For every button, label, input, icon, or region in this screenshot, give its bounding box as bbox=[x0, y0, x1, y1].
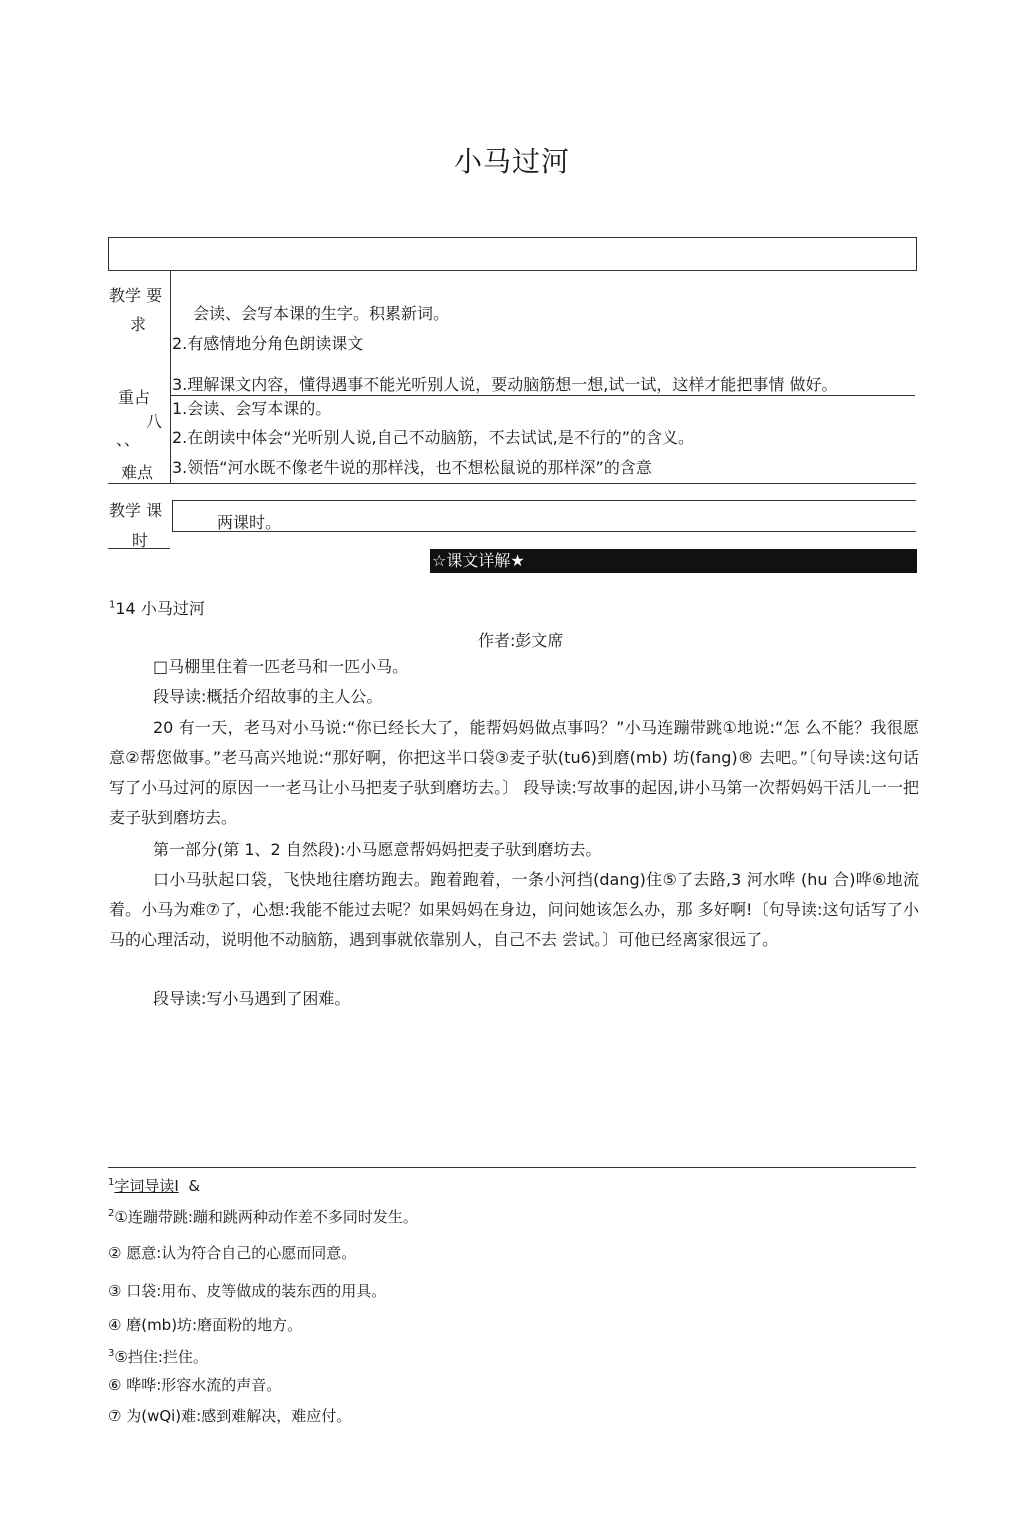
table-rule bbox=[108, 483, 916, 484]
paragraph-guide-text: 段导读:写小马遇到了困难。 bbox=[153, 989, 351, 1008]
footnote-text: ⑤挡住:拦住。 bbox=[114, 1348, 208, 1366]
objective-item: 3.理解课文内容，懂得遇事不能光听别人说，要动脑筋想一想,试一试，这样才能把事情 做好。 bbox=[172, 375, 838, 394]
footnote-ref: 1 bbox=[109, 599, 116, 611]
keypoints-label: 重占 bbox=[118, 388, 151, 407]
footnote-item bbox=[108, 1374, 281, 1395]
paragraph-guide bbox=[109, 682, 919, 712]
author-line: 作者:彭文席 bbox=[478, 631, 564, 650]
objective-item: 会读、会写本课的生字。积累新词。 bbox=[193, 304, 450, 323]
footnote-item bbox=[108, 1346, 208, 1367]
lesson-heading bbox=[109, 596, 205, 619]
footnote-mark: 1 bbox=[108, 1177, 115, 1188]
lesson-heading-text: 14 小马过河 bbox=[115, 599, 205, 618]
footnote-mark: 2 bbox=[108, 1208, 115, 1219]
table-rule bbox=[172, 500, 916, 501]
keypoints-label: 难点 bbox=[121, 463, 154, 482]
footnote-text: ③ 口袋:用布、皮等做成的装东西的用具。 bbox=[108, 1282, 387, 1300]
footnote-separator bbox=[108, 1167, 916, 1168]
keypoint-item: 1.会读、会写本课的。 bbox=[172, 399, 332, 418]
footnote-header-tail: & bbox=[188, 1177, 201, 1195]
hours-label: 时 bbox=[132, 531, 149, 550]
section-banner: ☆课文详解★ bbox=[430, 549, 917, 573]
objective-item: 2.有感情地分角色朗读课文 bbox=[172, 334, 364, 353]
paragraph-text: 第一部分(第 1、2 自然段):小马愿意帮妈妈把麦子驮到磨坊去。 bbox=[153, 840, 602, 859]
table-divider-vertical bbox=[170, 270, 171, 483]
footnote-header bbox=[108, 1175, 200, 1196]
paragraph-text: □马棚里住着一匹老马和一匹小马。 bbox=[153, 657, 409, 676]
footnote-text: ⑥ 哗哗:形容水流的声音。 bbox=[108, 1376, 282, 1394]
table-divider-vertical bbox=[172, 500, 173, 531]
paragraph-guide bbox=[109, 984, 919, 1014]
keypoints-label: 八 bbox=[146, 412, 163, 431]
footnote-header-text: 字词导读I bbox=[114, 1177, 179, 1195]
keypoints-label: 、、 bbox=[116, 430, 141, 449]
footnote-item bbox=[108, 1405, 351, 1426]
paragraph bbox=[109, 865, 919, 955]
paragraph bbox=[109, 652, 919, 682]
table-rule bbox=[172, 531, 916, 532]
footnote-text: ①连蹦带跳:蹦和跳两种动作差不多同时发生。 bbox=[114, 1208, 418, 1226]
footnote-item bbox=[108, 1206, 418, 1227]
keypoint-item: 2.在朗读中体会“光听别人说,自己不动脑筋，不去试试,是不行的”的含义。 bbox=[172, 428, 695, 447]
paragraph bbox=[109, 713, 919, 833]
footnote-text: ② 愿意:认为符合自己的心愿而同意。 bbox=[108, 1244, 357, 1262]
footnote-text: ⑦ 为(wQi)难:感到难解决，难应付。 bbox=[108, 1407, 352, 1425]
paragraph bbox=[109, 835, 919, 865]
footnote-item bbox=[108, 1242, 356, 1263]
objectives-label: 求 bbox=[130, 315, 147, 334]
objectives-label: 教学 要 bbox=[109, 286, 163, 305]
hours-label: 教学 课 bbox=[109, 501, 163, 520]
paragraph-guide-text: 段导读:概括介绍故事的主人公。 bbox=[153, 687, 383, 706]
paragraph-text: 口小马驮起口袋，飞快地往磨坊跑去。跑着跑着，一条小河挡(dang)住⑤了去路,3 河水哗 (hu 合)哗⑥地流着。小马为难⑦了，心想:我能不能过去呢？如果妈妈在身边，问问她该怎么办，那 多好啊!〔句导读:这句话写了小马的心理活动，说明他不动脑筋，遇到事就依靠别人，自己不去 尝试。〕可他已经离家很远了。 bbox=[109, 870, 919, 949]
page-title: 小马过河 bbox=[453, 145, 570, 178]
footnote-text: ④ 磨(mb)坊:磨面粉的地方。 bbox=[108, 1316, 303, 1334]
footnote-item bbox=[108, 1314, 302, 1335]
header-empty-box bbox=[108, 237, 917, 271]
hours-value: 两课时。 bbox=[217, 513, 282, 532]
paragraph-text: 20 有一天，老马对小马说:“你已经长大了，能帮妈妈做点事吗？”小马连蹦带跳①地说:“怎 么不能？我很愿意②帮您做事。”老马高兴地说:“那好啊，你把这半口袋③麦子驮(tu6)到磨(mb) 坊(fang)® 去吧。”〔句导读:这句话写了小马过河的原因一一老马让小马把麦子驮到磨坊去。〕 段导读:写故事的起因,讲小马第一次帮妈妈干活儿一一把麦子驮到磨坊去。 bbox=[109, 718, 919, 827]
footnote-item bbox=[108, 1280, 386, 1301]
footnote-mark: 3 bbox=[108, 1348, 115, 1359]
keypoint-item: 3.领悟“河水既不像老牛说的那样浅，也不想松鼠说的那样深”的含意 bbox=[172, 458, 652, 477]
